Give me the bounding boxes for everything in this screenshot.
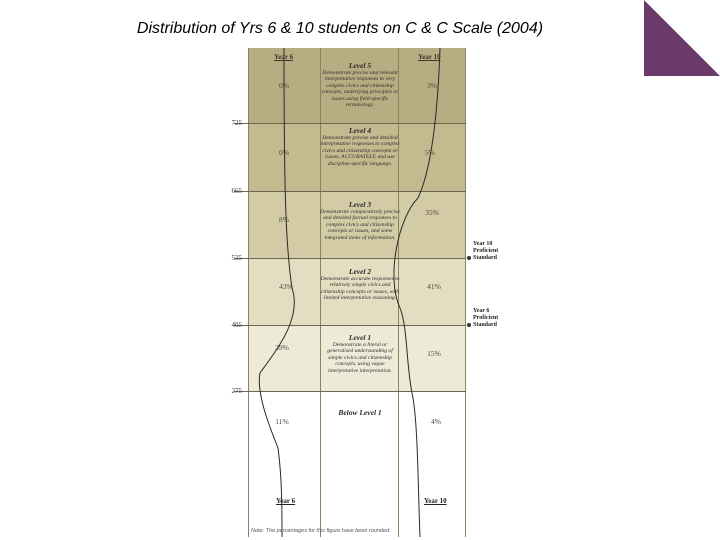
year6-footer: Year 6 xyxy=(276,497,296,505)
level1-box xyxy=(320,333,400,374)
level1-name: Level 1 xyxy=(348,333,372,342)
year10-pct-below-level1: 4% xyxy=(431,417,441,426)
tick-275: 275 xyxy=(231,387,242,395)
level3-box xyxy=(320,200,400,241)
year6-pct-level5: 0% xyxy=(279,81,289,90)
figure-note: Note: The percentages for this figure have been rounded. xyxy=(251,528,391,534)
year6-header: Year 6 xyxy=(274,53,294,61)
year6-standard-line1: Year 6 xyxy=(473,308,490,314)
level2-description: Demonstrate accurate responses to relatively simple civics and citizenship concepts or issues, with limited interpretative reasoning. xyxy=(320,276,400,302)
year10-standard-marker xyxy=(467,256,471,260)
year10-pct-level4: 5% xyxy=(425,148,435,157)
level3-name: Level 3 xyxy=(348,200,372,209)
year6-pct-level1: 39% xyxy=(275,343,289,352)
tick-535: 535 xyxy=(231,254,242,262)
year6-pct-below-level1: 11% xyxy=(275,417,289,426)
corner-triangle xyxy=(644,0,720,76)
year10-standard-line2: Proficient xyxy=(473,248,499,254)
year6-standard-label xyxy=(473,308,498,329)
tick-725: 725 xyxy=(231,119,242,127)
year10-pct-level3: 35% xyxy=(425,208,439,217)
level2-name: Level 2 xyxy=(348,267,372,276)
level5-box xyxy=(320,61,400,108)
below-level1-box xyxy=(320,408,400,417)
year6-pct-level2: 43% xyxy=(279,282,293,291)
scale-figure xyxy=(231,48,466,537)
level5-description: Demonstrate precise and relevant interpretative responses to very complex civics and citizenship concepts, underlying principles or issues using field-specific terminology. xyxy=(321,70,399,109)
page-title: Distribution of Yrs 6 & 10 students on C & C Scale (2004) xyxy=(136,20,544,37)
year6-curve xyxy=(259,48,294,537)
level1-description: Demonstrate a literal or generalised understanding of simple civics and citizenship concepts, using vague interpretative interpretation. xyxy=(327,342,393,374)
year10-pct-level5: 3% xyxy=(427,81,437,90)
level5-name: Level 5 xyxy=(348,61,372,70)
year6-standard-line2: Proficient xyxy=(473,315,499,321)
level3-description: Demonstrate comparatively precise and detailed factual responses to complex civics and citizenship concepts or issues, and some integrated items of information. xyxy=(320,209,400,241)
year6-pct-level4: 0% xyxy=(279,148,289,157)
year10-standard-line1: Year 10 xyxy=(473,241,493,247)
year6-pct-level3: 8% xyxy=(279,215,289,224)
year10-header: Year 10 xyxy=(418,53,441,61)
below-level1-name: Below Level 1 xyxy=(338,408,382,417)
year6-standard-marker xyxy=(467,323,471,327)
level4-box xyxy=(320,126,400,167)
year10-standard-line3: Standard xyxy=(473,255,498,261)
level2-box xyxy=(320,267,400,302)
year10-pct-level2: 41% xyxy=(427,282,441,291)
level4-description: Demonstrate precise and detailed interpretative responses to complex civics and citizenship concepts or issues, ACCURATELY, and use discipline-specific language. xyxy=(320,135,400,167)
year10-footer: Year 10 xyxy=(424,497,447,505)
level4-name: Level 4 xyxy=(348,126,372,135)
year6-standard-line3: Standard xyxy=(473,322,498,328)
year10-pct-level1: 15% xyxy=(427,349,441,358)
year10-curve xyxy=(394,48,440,537)
year10-standard-label xyxy=(473,241,498,262)
tick-405: 405 xyxy=(231,321,242,329)
tick-665: 665 xyxy=(231,187,242,195)
